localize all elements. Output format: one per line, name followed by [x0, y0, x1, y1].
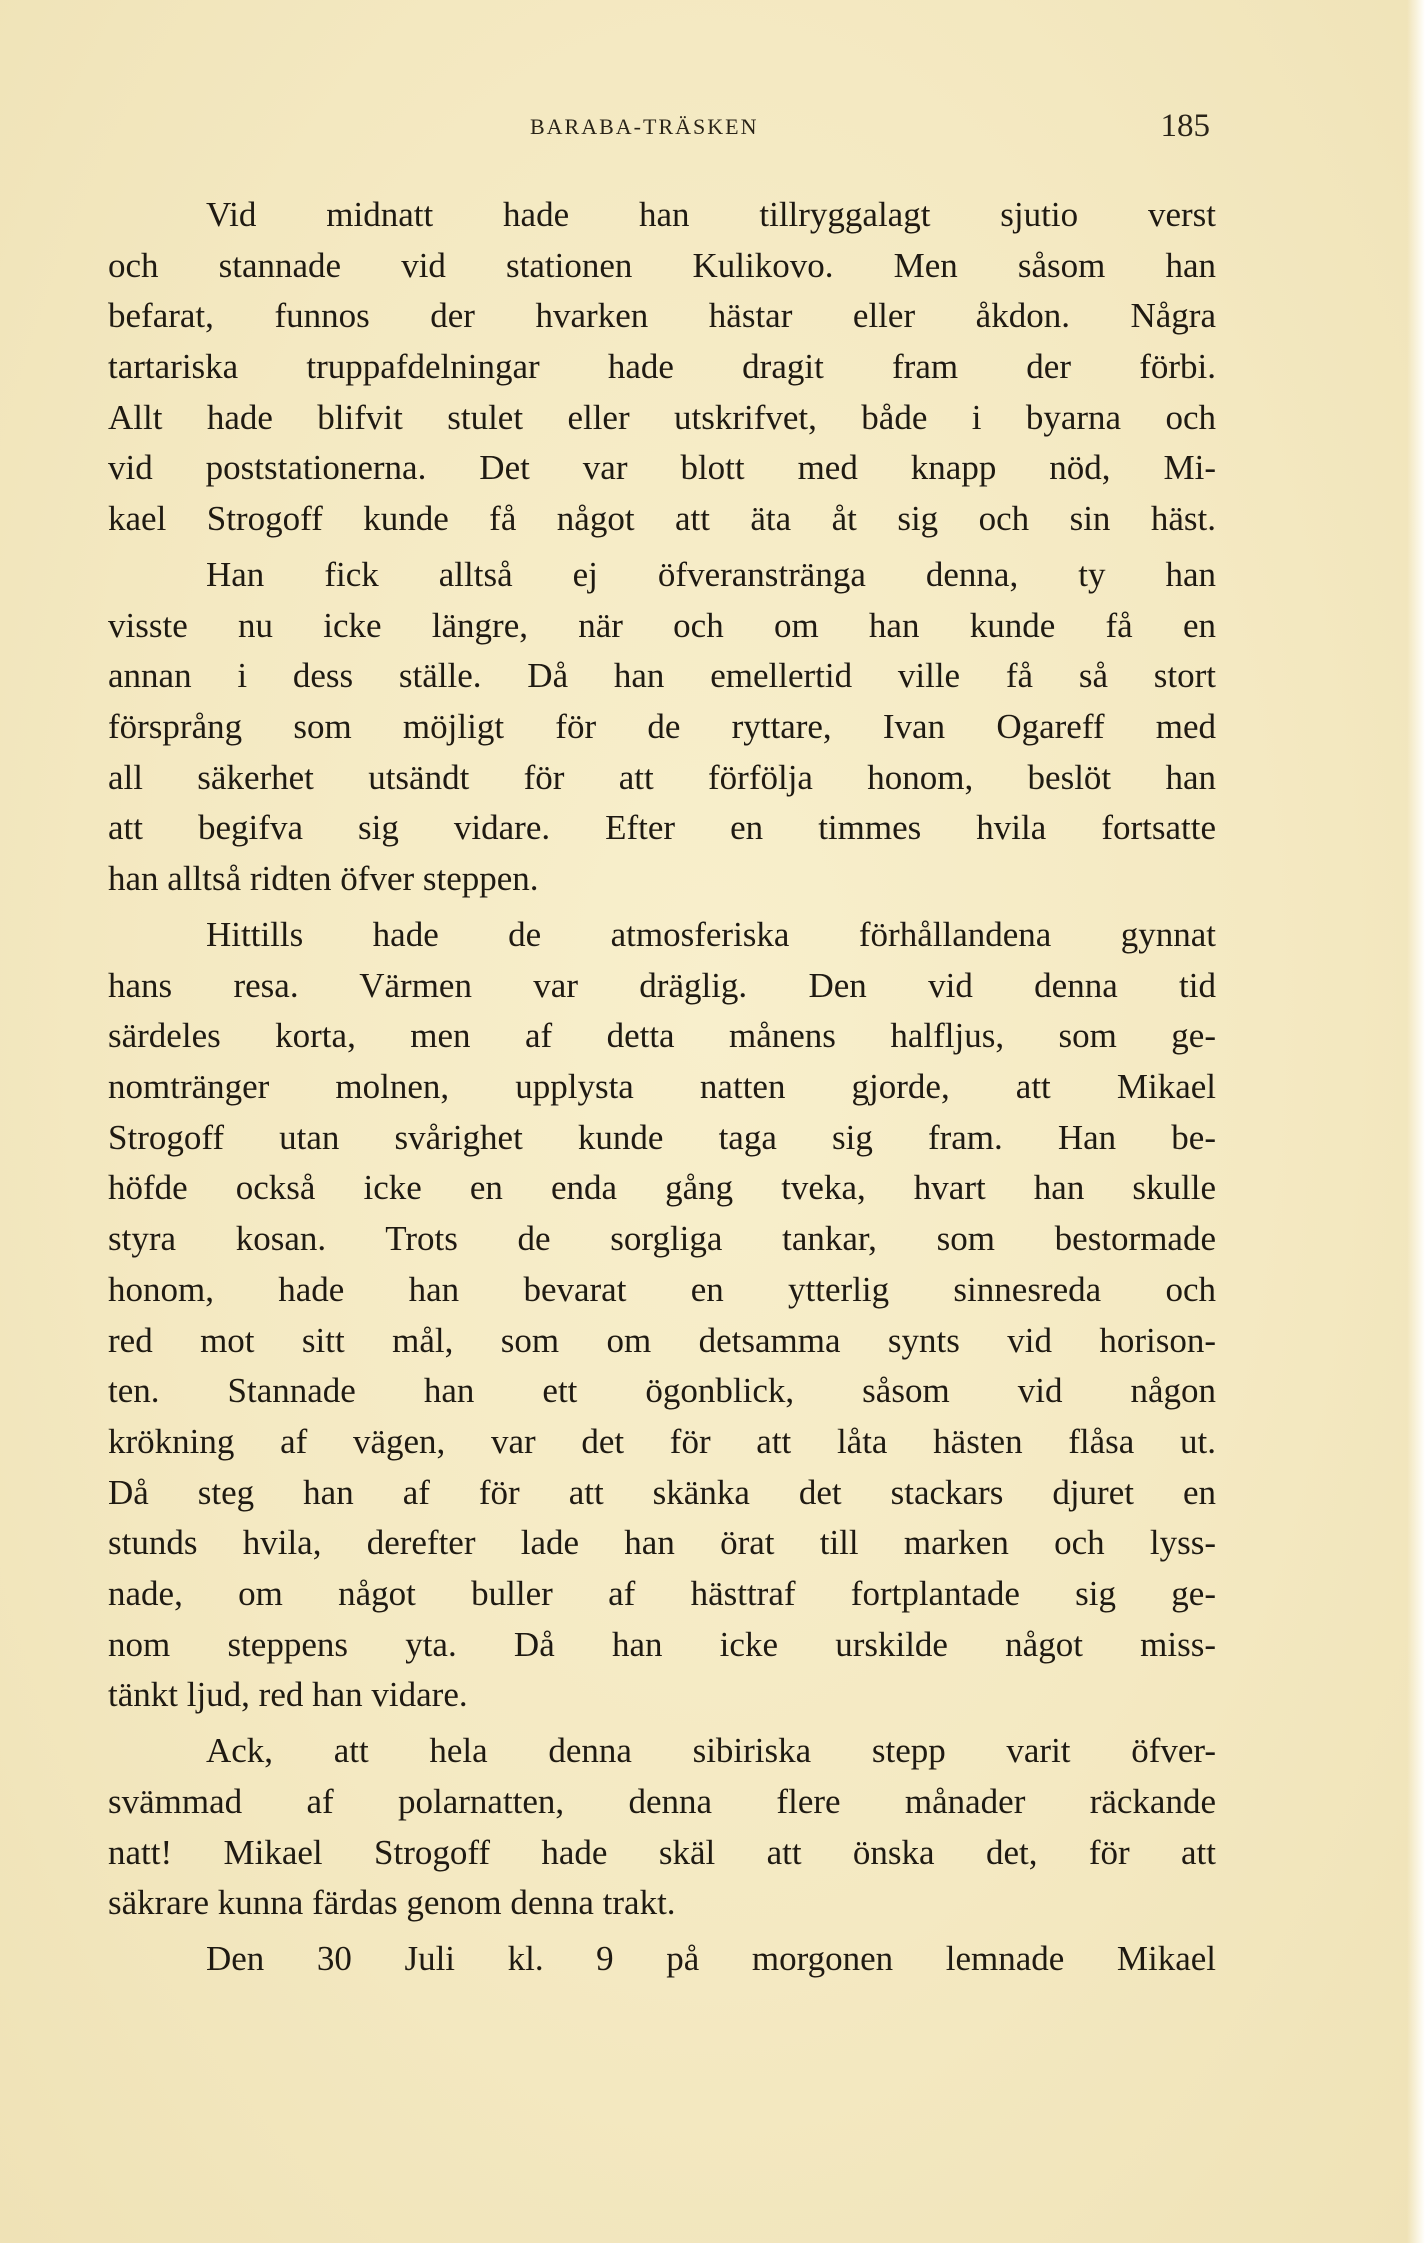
text-line: och stannade vid stationen Kulikovo. Men såsom han — [108, 245, 1216, 285]
text-line: försprång som möjligt för de ryttare, Ivan Ogareff med — [108, 707, 1216, 747]
running-head: BARABA-TRÄSKEN — [530, 114, 759, 139]
page-number: 185 — [1160, 108, 1210, 144]
text-line: Ack, att hela denna sibiriska stepp varit öfver- — [206, 1731, 1216, 1771]
text-line: ten. Stannade han ett ögonblick, såsom vid någon — [108, 1371, 1216, 1411]
text-line: Hittills hade de atmosferiska förhållandena gynnat — [206, 915, 1216, 954]
text-line: annan i dess ställe. Då han emellertid ville få så stort — [108, 656, 1216, 696]
body-text — [108, 190, 1216, 1990]
text-line: säkrare kunna färdas genom denna trakt. — [108, 1883, 676, 1923]
paragraph — [108, 550, 1216, 905]
text-line: honom, hade han bevarat en ytterlig sinnesreda och — [108, 1269, 1216, 1309]
text-line: Allt hade blifvit stulet eller utskrifvet, både i byarna och — [108, 397, 1216, 437]
text-line: red mot sitt mål, som om detsamma synts vid horison- — [108, 1320, 1216, 1360]
paragraph — [108, 1934, 1216, 1985]
text-line: särdeles korta, men af detta månens halfljus, som ge- — [108, 1016, 1216, 1056]
page-header — [530, 108, 1210, 156]
text-line: Strogoff utan svårighet kunde taga sig fram. Han be- — [108, 1117, 1216, 1157]
text-line: höfde också icke en enda gång tveka, hvart han skulle — [108, 1168, 1216, 1208]
text-line: nom steppens yta. Då han icke urskilde något miss- — [108, 1624, 1216, 1664]
text-line: styra kosan. Trots de sorgliga tankar, som bestormade — [108, 1219, 1216, 1259]
paragraph — [108, 190, 1216, 545]
text-line: att begifva sig vidare. Efter en timmes hvila fortsatte — [108, 808, 1216, 848]
paragraph — [108, 1726, 1216, 1929]
text-line: hans resa. Värmen var dräglig. Den vid denna tid — [108, 965, 1216, 1005]
page-edge — [1407, 0, 1425, 2243]
text-line: Han fick alltså ej öfveranstränga denna, ty han — [206, 555, 1216, 594]
text-line: tänkt ljud, red han vidare. — [108, 1675, 468, 1715]
text-line: svämmad af polarnatten, denna flere månader räckande — [108, 1781, 1216, 1821]
text-line: vid poststationerna. Det var blott med knapp nöd, Mi- — [108, 448, 1216, 488]
text-line: stunds hvila, derefter lade han örat till marken och lyss- — [108, 1523, 1216, 1563]
text-line: befarat, funnos der hvarken hästar eller åkdon. Några — [108, 296, 1216, 336]
paragraph — [108, 910, 1216, 1721]
text-line: kael Strogoff kunde få något att äta åt sig och sin häst. — [108, 499, 1216, 539]
text-line: Vid midnatt hade han tillryggalagt sjutio verst — [206, 195, 1216, 234]
text-line: all säkerhet utsändt för att förfölja honom, beslöt han — [108, 757, 1216, 797]
text-line: krökning af vägen, var det för att låta hästen flåsa ut. — [108, 1421, 1216, 1461]
text-line: nomtränger molnen, upplysta natten gjorde, att Mikael — [108, 1067, 1216, 1107]
text-line: han alltså ridten öfver steppen. — [108, 859, 539, 899]
text-line: Den 30 Juli kl. 9 på morgonen lemnade Mikael — [206, 1939, 1216, 1979]
text-line: natt! Mikael Strogoff hade skäl att önska det, för att — [108, 1832, 1216, 1872]
text-line: nade, om något buller af hästtraf fortplantade sig ge- — [108, 1573, 1216, 1613]
text-line: visste nu icke längre, när och om han kunde få en — [108, 605, 1216, 645]
text-line: tartariska truppafdelningar hade dragit fram der förbi. — [108, 347, 1216, 387]
text-line: Då steg han af för att skänka det stackars djuret en — [108, 1472, 1216, 1512]
